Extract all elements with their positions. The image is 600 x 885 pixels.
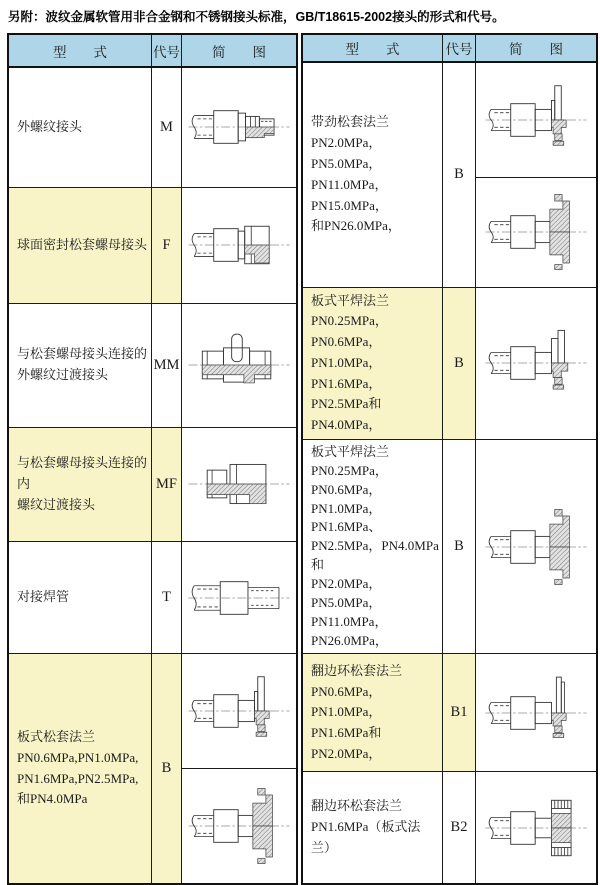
- welded-flange-section-diagram: [186, 784, 292, 868]
- diagram-cell: [182, 654, 298, 768]
- type-cell: 与松套螺母接头连接的内 螺纹过渡接头: [8, 427, 152, 541]
- type-cell: 板式平焊法兰 PN0.25MPa，PN0.6MPa， PN1.0MPa，PN1.6MPa、 PN2.5MPa，PN4.0MPa和 PN2.0MPa，PN5.0MPa， PN11.0MPa，PN26.0MPa，: [302, 440, 443, 654]
- flanged-collar-grooved-diagram: [483, 784, 589, 872]
- header-code: 代号: [152, 34, 182, 67]
- type-cell: 球面密封松套螺母接头: [8, 187, 152, 303]
- diagram-cell: [182, 67, 298, 187]
- lap-flange-thin-diagram: [483, 669, 589, 757]
- row-neck-lap-flange: [302, 62, 597, 177]
- row-flat-weld-flange-b: [302, 440, 597, 654]
- code-cell: M: [152, 67, 182, 187]
- header-type: 型 式: [302, 34, 443, 62]
- code-cell: B1: [443, 654, 476, 772]
- welded-flange-section-diagram: [483, 188, 589, 276]
- diagram-cell: [476, 772, 598, 884]
- male-male-nipple-diagram: [186, 321, 292, 409]
- code-cell: B2: [443, 772, 476, 884]
- diagram-cell: [182, 187, 298, 303]
- diagram-cell: [476, 287, 598, 440]
- diagram-cell: [476, 654, 598, 772]
- welded-flange-section-diagram: [483, 503, 589, 591]
- code-cell: MM: [152, 303, 182, 427]
- type-cell: 板式平焊法兰 PN0.25MPa，PN0.6MPa， PN1.0MPa，PN1.6MPa， PN2.5MPa和PN4.0MPa，: [302, 287, 443, 440]
- code-cell: T: [152, 542, 182, 654]
- male-female-nipple-diagram: [186, 440, 292, 528]
- right-fitting-table: [301, 33, 598, 885]
- lap-flange-plate-diagram: [186, 669, 292, 753]
- code-cell: B: [152, 654, 182, 884]
- diagram-cell: [182, 542, 298, 654]
- male-thread-joint-diagram: [186, 83, 292, 171]
- type-cell: 翻边环松套法兰 PN1.6MPa（板式法兰）: [302, 772, 443, 884]
- type-cell: 对接焊管: [8, 542, 152, 654]
- code-cell: B: [443, 287, 476, 440]
- type-cell: 翻边环松套法兰 PN0.6MPa，PN1.0MPa， PN1.6MPa和PN2.0MPa，: [302, 654, 443, 772]
- row-male-female: [8, 427, 297, 541]
- type-cell: 板式松套法兰 PN0.6MPa,PN1.0MPa, PN1.6MPa,PN2.5MPa, 和PN4.0MPa: [8, 654, 152, 884]
- diagram-cell: [182, 427, 298, 541]
- left-header-row: [8, 34, 297, 67]
- row-swivel-nut: [8, 187, 297, 303]
- type-cell: 与松套螺母接头连接的 外螺纹过渡接头: [8, 303, 152, 427]
- code-cell: B: [443, 440, 476, 654]
- right-header-row: [302, 34, 597, 62]
- page-title: 另附：波纹金属软管用非合金钢和不锈钢接头标准，GB/T18615-2002接头的形式和代号。: [8, 10, 505, 24]
- lap-flange-plate-diagram: [483, 76, 589, 164]
- row-butt-weld: [8, 542, 297, 654]
- row-flat-weld-flange-a: [302, 287, 597, 440]
- type-cell: 带劲松套法兰 PN2.0MPa，PN5.0MPa， PN11.0MPa，PN15.0MPa， 和PN26.0MPa，: [302, 62, 443, 287]
- row-male-male: [8, 303, 297, 427]
- code-cell: MF: [152, 427, 182, 541]
- type-cell: 外螺纹接头: [8, 67, 152, 187]
- row-flared-ring-flange-b1: [302, 654, 597, 772]
- swivel-nut-joint-diagram: [186, 201, 292, 289]
- diagram-cell: [476, 62, 598, 177]
- code-cell: F: [152, 187, 182, 303]
- row-plate-lap-flange: [8, 654, 297, 768]
- code-cell: B: [443, 62, 476, 287]
- header-diagram: 简 图: [182, 34, 298, 67]
- left-fitting-table: [7, 33, 298, 885]
- plate-flange-step-diagram: [483, 319, 589, 407]
- diagram-cell: [182, 768, 298, 884]
- diagram-cell: [182, 303, 298, 427]
- row-flared-ring-flange-b2: [302, 772, 597, 884]
- header-type: 型 式: [8, 34, 152, 67]
- butt-weld-pipe-diagram: [186, 554, 292, 642]
- header-code: 代号: [443, 34, 476, 62]
- row-male-thread: [8, 67, 297, 187]
- diagram-cell: [476, 177, 598, 287]
- diagram-cell: [476, 440, 598, 654]
- header-diagram: 简 图: [476, 34, 598, 62]
- fitting-tables: [7, 33, 595, 885]
